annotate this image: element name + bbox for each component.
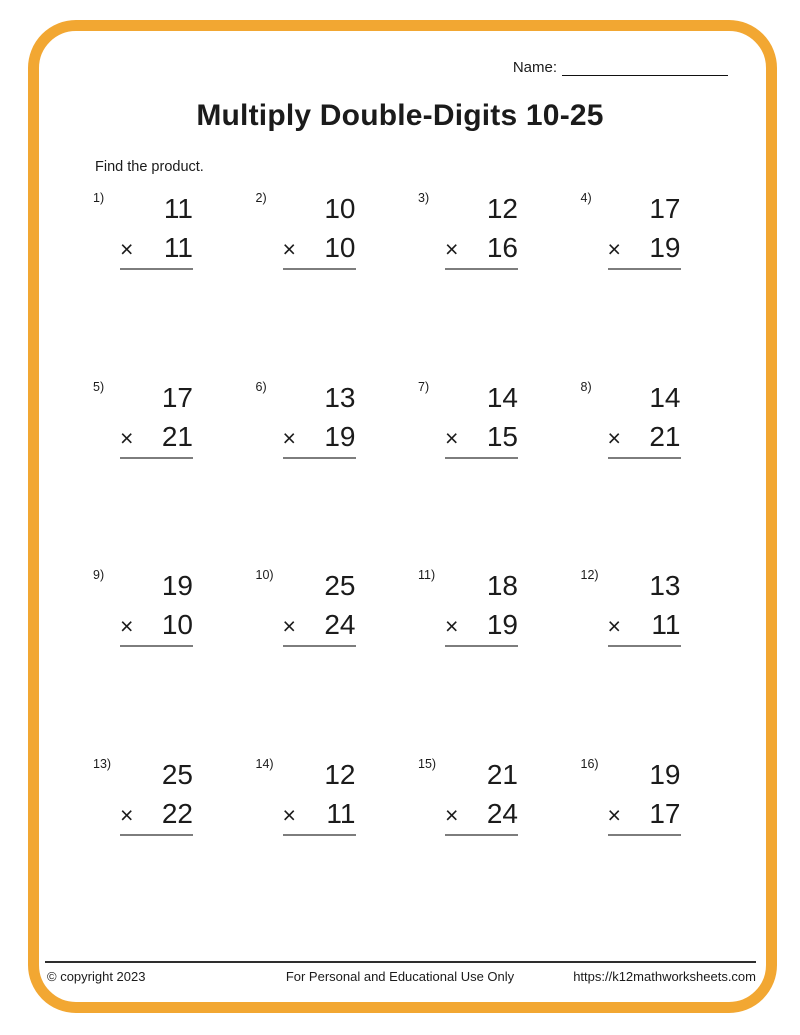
multiplication-problem [93,754,256,943]
multiplier-row [445,797,518,829]
answer-line [120,834,193,836]
multiplier: 17 [649,797,681,829]
multiplicand: 12 [324,758,356,790]
problem-body [120,377,193,459]
multiplier-row [608,234,681,262]
multiplier-row [120,234,193,262]
instruction-text: Find the product. [95,159,204,175]
answer-line [120,645,193,647]
multiplication-problem [418,754,581,943]
multiplier-row [607,420,681,452]
problem-body [445,565,518,647]
problem-number: 2) [255,191,267,205]
times-sign-icon: × [607,801,621,828]
multiplication-problem [256,754,419,943]
times-sign-icon: × [120,801,134,828]
problem-body [608,188,681,270]
multiplier-row [283,611,356,639]
problem-number: 12) [580,568,599,582]
multiplicand: 13 [324,381,356,413]
problem-number: 16) [580,756,599,771]
answer-line [283,268,356,270]
multiplier-row [607,797,681,829]
times-sign-icon: × [120,613,134,639]
name-label: Name: [512,59,557,76]
problem-body [445,377,518,459]
problem-number: 14) [255,756,274,771]
multiplication-problem [581,565,744,754]
name-blank-line [562,61,728,76]
problem-body [283,188,356,270]
times-sign-icon: × [282,801,296,828]
multiplier-row [120,797,193,829]
multiplier-row [282,797,356,829]
multiplicand: 17 [161,381,193,413]
multiplicand: 14 [649,381,681,413]
footer-divider [45,961,756,963]
multiplicand: 25 [161,758,193,790]
problem-number: 6) [255,379,267,394]
multiplicand: 13 [649,570,681,601]
worksheet-title: Multiply Double-Digits 10-25 [196,99,604,132]
multiplier: 24 [324,609,356,640]
times-sign-icon: × [445,801,459,828]
problem-number: 7) [418,379,430,394]
times-sign-icon: × [282,424,296,451]
multiplier-row [445,420,518,452]
problem-body [120,565,193,647]
multiplier: 16 [486,232,518,263]
answer-line [283,645,356,647]
answer-line [608,834,681,836]
problem-body [120,754,193,836]
multiplicand: 21 [486,758,518,790]
multiplier-row [283,234,356,262]
times-sign-icon: × [445,613,459,639]
problem-number: 11) [418,568,436,582]
problem-body [283,565,356,647]
multiplier: 19 [649,232,681,263]
multiplier: 22 [161,797,193,829]
footer-url: https://k12mathworksheets.com [573,969,756,984]
multiplication-problem [93,188,256,377]
multiplication-problem [418,188,581,377]
multiplier-row [608,611,681,639]
answer-line [120,268,193,270]
times-sign-icon: × [607,613,621,639]
answer-line [608,457,681,459]
multiplier: 15 [486,420,518,452]
problem-number: 9) [93,568,105,582]
multiplier: 11 [163,232,193,263]
multiplication-problem [93,565,256,754]
multiplier-row [120,420,193,452]
problem-number: 13) [93,756,112,771]
problem-body [608,377,681,459]
multiplicand: 12 [486,193,518,224]
multiplier: 19 [324,420,356,452]
multiplication-problem [581,377,744,566]
times-sign-icon: × [120,236,134,262]
multiplication-problem [581,188,744,377]
times-sign-icon: × [445,424,459,451]
footer-copyright: © copyright 2023 [47,969,146,984]
multiplication-problem [581,754,744,943]
footer-usage-note: For Personal and Educational Use Only [285,969,515,984]
times-sign-icon: × [445,236,459,262]
problem-body [608,754,681,836]
multiplicand: 19 [161,570,193,601]
multiplier-row [445,611,518,639]
times-sign-icon: × [282,236,296,262]
multiplier: 10 [161,609,193,640]
multiplication-problem [93,377,256,566]
multiplier-row [120,611,193,639]
multiplier-row [445,234,518,262]
answer-line [283,457,356,459]
multiplier: 11 [651,609,681,640]
multiplicand: 11 [163,193,193,224]
problem-number: 10) [255,568,274,582]
problem-body [608,565,681,647]
problem-body [445,754,518,836]
problem-number: 3) [418,191,430,205]
multiplication-problem [256,565,419,754]
answer-line [283,834,356,836]
multiplier: 11 [326,797,356,829]
problem-body [445,188,518,270]
answer-line [120,457,193,459]
multiplication-problem [418,565,581,754]
multiplicand: 14 [486,381,518,413]
multiplicand: 17 [649,193,681,224]
answer-line [445,645,518,647]
multiplier-row [282,420,356,452]
problem-body [283,754,356,836]
multiplication-problem [256,188,419,377]
multiplicand: 25 [324,570,356,601]
multiplier: 19 [486,609,518,640]
answer-line [608,268,681,270]
problems-grid [93,188,743,942]
problem-number: 15) [418,756,437,771]
multiplication-problem [256,377,419,566]
problem-number: 5) [93,379,105,394]
times-sign-icon: × [607,236,621,262]
problem-body [283,377,356,459]
answer-line [445,457,518,459]
problem-body [120,188,193,270]
answer-line [445,834,518,836]
name-row [513,59,728,76]
multiplier: 10 [324,232,356,263]
times-sign-icon: × [607,424,621,451]
answer-line [608,645,681,647]
multiplier: 24 [486,797,518,829]
multiplicand: 19 [649,758,681,790]
multiplier: 21 [649,420,681,452]
answer-line [445,268,518,270]
problem-number: 4) [580,191,592,205]
multiplicand: 10 [324,193,356,224]
times-sign-icon: × [120,424,134,451]
multiplier: 21 [161,420,193,452]
times-sign-icon: × [282,613,296,639]
problem-number: 8) [580,379,592,394]
problem-number: 1) [93,191,105,205]
multiplication-problem [418,377,581,566]
multiplicand: 18 [486,570,518,601]
